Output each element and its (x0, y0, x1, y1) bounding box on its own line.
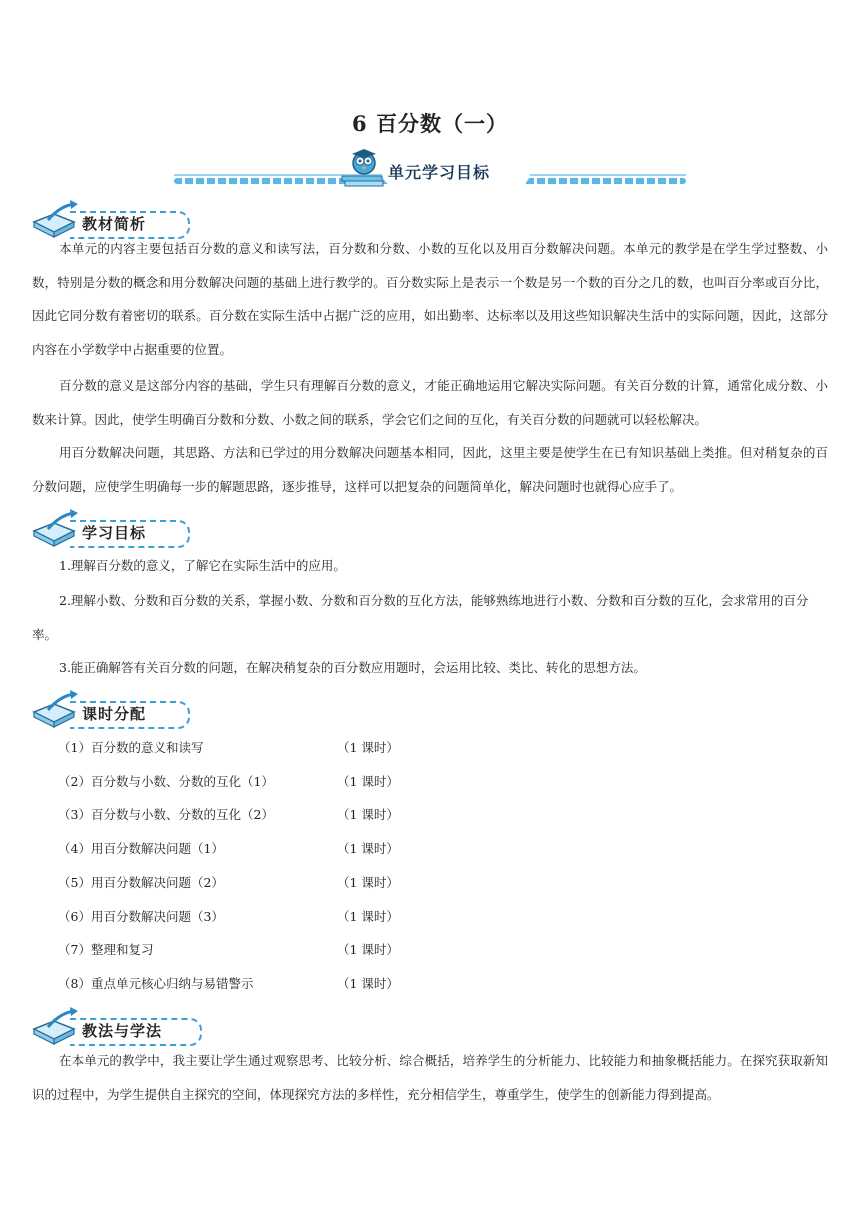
section-heading-goals (30, 509, 180, 549)
goal-item: 1.理解百分数的意义，了解它在实际生活中的应用。 (59, 558, 346, 573)
lesson-hours: （1 课时） (337, 841, 399, 856)
schedule-row (58, 873, 478, 895)
open-book-arrow-icon (30, 509, 82, 549)
schedule-row (58, 839, 478, 861)
lesson-name: （6）用百分数解决问题（3） (58, 909, 224, 924)
open-book-arrow-icon (30, 690, 82, 730)
page-title: 6 百分数（一） (352, 111, 508, 136)
schedule-row (58, 907, 478, 929)
section-title: 教材简析 (82, 215, 147, 233)
lesson-hours: （1 课时） (337, 875, 399, 890)
schedule-row (58, 772, 478, 794)
methods-paragraph: 在本单元的教学中，我主要让学生通过观察思考、比较分析、综合概括，培养学生的分析能力、比较能力和抽象概括能力。在探究获取新知识的过程中，为学生提供自主探究的空间，体现探究方法的多样性，充分相信学生，尊重学生，使学生的创新能力得到提高。 (32, 1053, 828, 1102)
lesson-name: （3）百分数与小数、分数的互化（2） (58, 807, 274, 822)
lesson-hours: （1 课时） (337, 740, 399, 755)
section-title: 学习目标 (82, 524, 147, 542)
lesson-hours: （1 课时） (337, 909, 399, 924)
unit-goals-banner (174, 146, 686, 190)
lesson-name: （5）用百分数解决问题（2） (58, 875, 224, 890)
open-book-arrow-icon (30, 1007, 82, 1047)
lesson-name: （8）重点单元核心归纳与易错警示 (58, 976, 254, 991)
lesson-hours: （1 课时） (337, 774, 399, 789)
lesson-name: （1）百分数的意义和读写 (58, 740, 204, 755)
banner-label: 单元学习目标 (388, 163, 491, 182)
schedule-row (58, 940, 478, 962)
lesson-hours: （1 课时） (337, 976, 399, 991)
analysis-paragraph: 百分数的意义是这部分内容的基础，学生只有理解百分数的意义，才能正确地运用它解决实际问题。有关百分数的计算，通常化成分数、小数来计算。因此，使学生明确百分数和分数、小数之间的联系，学会它们之间的互化，有关百分数的问题就可以轻松解决。 (32, 378, 828, 427)
schedule-row (58, 974, 478, 996)
section-heading-schedule (30, 690, 180, 730)
section-title: 课时分配 (82, 705, 147, 723)
analysis-paragraph: 本单元的内容主要包括百分数的意义和读写法，百分数和分数、小数的互化以及用百分数解决问题。本单元的教学是在学生学过整数、小数，特别是分数的概念和用分数解决问题的基础上进行教学的。百分数实际上是表示一个数是另一个数的百分之几的数，也叫百分率或百分比，因此它同分数有着密切的联系。百分数在实际生活中占据广泛的应用，如出勤率、达标率以及用这些知识解决生活中的实际问题，因此，这部分内容在小学数学中占据重要的位置。 (32, 241, 828, 357)
lesson-hours: （1 课时） (337, 942, 399, 957)
lesson-name: （4）用百分数解决问题（1） (58, 841, 224, 856)
lesson-hours: （1 课时） (337, 807, 399, 822)
owl-reading-books-icon (340, 146, 388, 188)
goal-item: 2.理解小数、分数和百分数的关系，掌握小数、分数和百分数的互化方法，能够熟练地进行小数、分数和百分数的互化，会求常用的百分率。 (32, 593, 809, 642)
goal-item: 3.能正确解答有关百分数的问题，在解决稍复杂的百分数应用题时，会运用比较、类比、转化的思想方法。 (59, 660, 646, 675)
lesson-name: （7）整理和复习 (58, 942, 154, 957)
analysis-paragraph: 用百分数解决问题，其思路、方法和已学过的用分数解决问题基本相同，因此，这里主要是使学生在已有知识基础上类推。但对稍复杂的百分数问题，应使学生明确每一步的解题思路，逐步推导，这样可以把复杂的问题简单化，解决问题时也就得心应手了。 (32, 445, 828, 494)
section-heading-methods (30, 1007, 180, 1047)
schedule-row (58, 805, 478, 827)
section-title: 教法与学法 (82, 1022, 163, 1040)
lesson-name: （2）百分数与小数、分数的互化（1） (58, 774, 274, 789)
schedule-row (58, 738, 478, 760)
